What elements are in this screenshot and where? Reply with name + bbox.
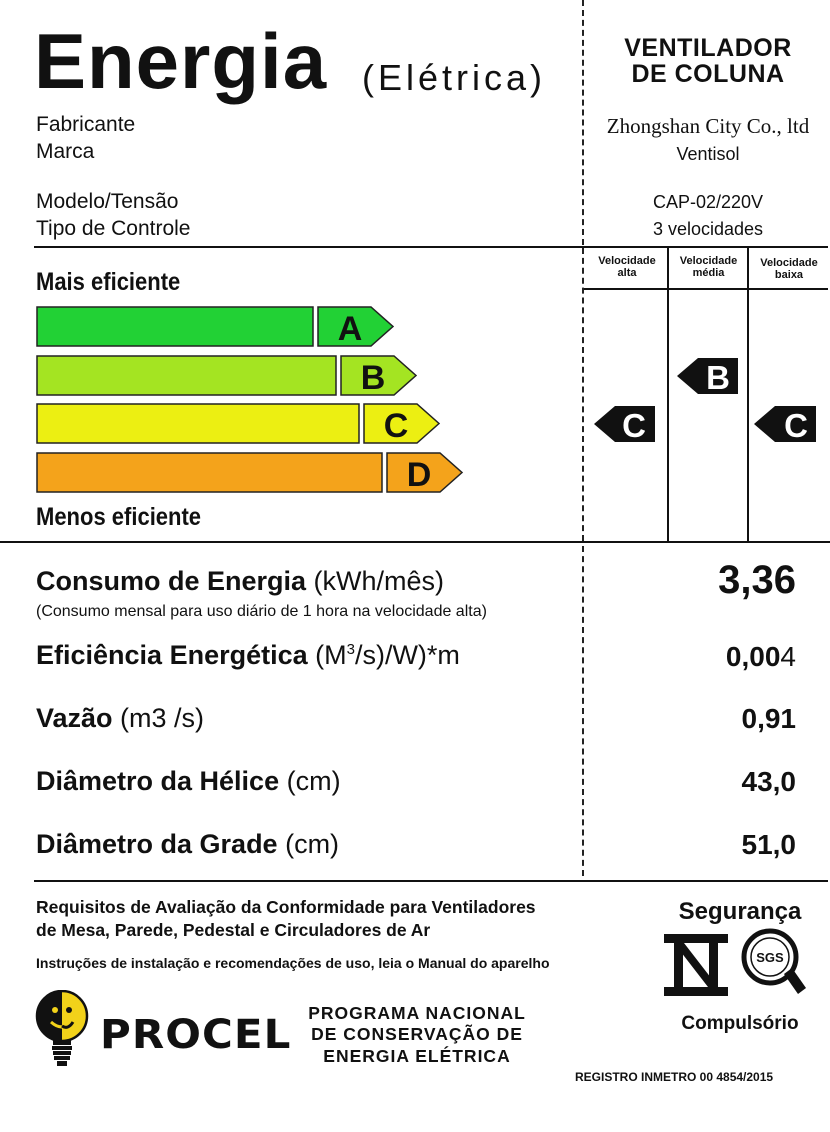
column-header-baixa-line2: baixa <box>774 269 804 282</box>
registro-inmetro: REGISTRO INMETRO 00 4854/2015 <box>575 1070 774 1084</box>
procel-logo-text: PROCEL <box>100 1012 292 1058</box>
column-header-alta-line2: alta <box>617 267 637 280</box>
metric-grade <box>36 831 339 858</box>
metric-helice <box>36 768 341 795</box>
column-header-media-line2: média <box>692 267 725 280</box>
metric-consumo <box>36 568 444 595</box>
class-bar-b <box>37 356 416 395</box>
metric-grade-label: Diâmetro da Grade <box>36 829 278 859</box>
label-tipo-controle: Tipo de Controle <box>36 217 191 240</box>
value-tipo-controle: 3 velocidades <box>652 219 764 239</box>
label-mais-eficiente: Mais eficiente <box>36 268 181 296</box>
rating-letter-baixa: C <box>784 407 808 444</box>
program-line1: PROGRAMA NACIONAL <box>308 1003 526 1023</box>
dashed-divider-metrics <box>582 546 584 876</box>
metric-consumo-note: (Consumo mensal para uso diário de 1 hora na velocidade alta) <box>36 603 487 620</box>
column-header-alta <box>586 255 668 279</box>
metric-eficiencia-value <box>726 643 796 671</box>
metric-eficiencia-value-rest: 4 <box>780 641 796 672</box>
metric-helice-label: Diâmetro da Hélice <box>36 766 280 796</box>
requirements-text <box>36 896 536 942</box>
label-marca: Marca <box>36 140 95 163</box>
metric-eficiencia-unit-sup: 3 <box>346 641 355 658</box>
rating-letter-alta: C <box>622 407 646 444</box>
requirements-line1: Requisitos de Avaliação da Conformidade para Ventiladores <box>36 897 536 917</box>
class-letter-b: B <box>360 359 386 397</box>
label-menos-eficiente: Menos eficiente <box>36 503 202 531</box>
instructions-text: Instruções de instalação e recomendações de uso, leia o Manual do aparelho <box>36 955 550 971</box>
dashed-divider-mid <box>582 248 584 541</box>
metric-vazao <box>36 705 204 732</box>
metric-eficiencia-unit-pre: (M <box>307 640 347 670</box>
class-letter-a: A <box>337 310 363 348</box>
separator-footer <box>34 880 828 882</box>
requirements-line2: de Mesa, Parede, Pedestal e Circuladores de Ar <box>36 919 431 940</box>
value-fabricante: Zhongshan City Co., ltd <box>606 114 810 138</box>
metric-vazao-value: 0,91 <box>741 703 796 734</box>
metric-grade-unit: (cm) <box>277 829 340 859</box>
label-title: Energia <box>34 17 328 105</box>
program-text <box>286 1003 548 1067</box>
metric-vazao-label: Vazão <box>36 703 113 733</box>
separator-metrics <box>0 541 830 543</box>
program-line2: DE CONSERVAÇÃO DE <box>311 1024 523 1045</box>
label-subtitle: (Elétrica) <box>362 57 547 98</box>
program-line3: ENERGIA ELÉTRICA <box>323 1045 511 1066</box>
seguranca-title: Segurança <box>678 898 802 925</box>
procel-bulb-icon <box>34 990 100 1072</box>
product-type-line2: DE COLUNA <box>631 60 785 89</box>
column-header-media-line1: Velocidade <box>679 255 738 267</box>
metric-consumo-value: 3,36 <box>718 558 796 602</box>
inmetro-logo-icon <box>664 934 728 996</box>
metric-eficiencia-value-bold: 0,00 <box>725 641 781 672</box>
product-type-line1: VENTILADOR <box>624 34 792 62</box>
sgs-seal-text: SGS <box>756 950 784 965</box>
class-bar-d <box>37 453 462 492</box>
label-modelo: Modelo/Tensão <box>36 190 179 213</box>
label-fabricante: Fabricante <box>36 113 136 136</box>
column-header-baixa-line1: Velocidade <box>760 257 818 269</box>
column-header-alta-line1: Velocidade <box>598 255 656 267</box>
metric-helice-value: 43,0 <box>741 766 796 797</box>
rating-letter-media: B <box>706 359 730 396</box>
value-marca: Ventisol <box>676 144 740 164</box>
metric-eficiencia-label: Eficiência Energética <box>36 640 308 670</box>
column-header-baixa <box>749 257 829 281</box>
metric-helice-unit: (cm) <box>279 766 341 796</box>
metric-consumo-label: Consumo de Energia <box>36 566 307 596</box>
metric-eficiencia-unit-post: /s)/W)*m <box>354 640 460 670</box>
class-letter-c: C <box>383 407 409 445</box>
metric-eficiencia <box>36 642 460 669</box>
compulsorio-label: Compulsório <box>681 1013 799 1034</box>
class-bar-c <box>37 404 439 443</box>
metric-consumo-unit: (kWh/mês) <box>306 566 445 596</box>
column-header-media <box>669 255 748 279</box>
metric-vazao-unit: (m3 /s) <box>112 703 205 733</box>
value-modelo: CAP-02/220V <box>652 192 764 212</box>
class-letter-d: D <box>406 456 432 494</box>
metric-grade-value: 51,0 <box>741 829 796 860</box>
